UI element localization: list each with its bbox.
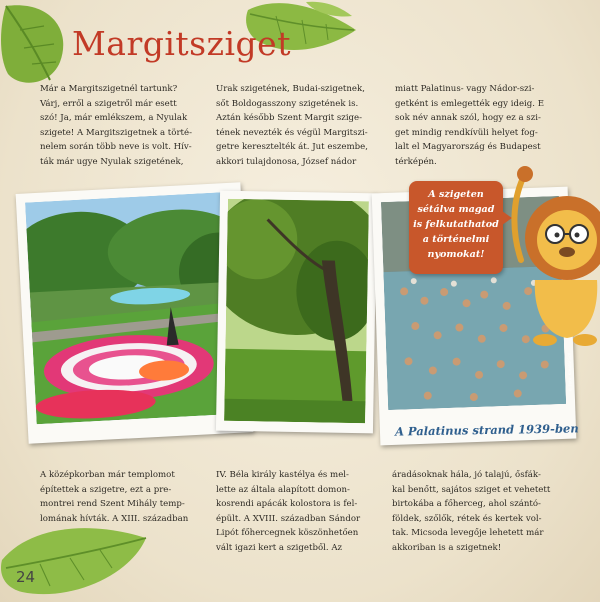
- text-line: Már a Margitszigetnél tartunk?: [40, 84, 178, 94]
- text-line: lette az általa alapított domon-: [216, 484, 350, 495]
- text-column-top-1: [40, 82, 202, 170]
- text-line: vált igazi kert a szigetből. Az: [216, 542, 343, 553]
- text-line: getként is emlegették egy ideig. E: [395, 98, 545, 109]
- text-line: Urak szigetének, Budai-szigetnek,: [216, 84, 365, 94]
- photo-tree: [216, 191, 377, 434]
- page-number: 24: [16, 568, 36, 586]
- text-line: épült. A XVIII. században Sándor: [216, 513, 361, 524]
- photo-park-flowers-image: [25, 192, 243, 425]
- text-line: kal benőtt, sajátos sziget et vehetett: [392, 484, 551, 495]
- text-line: kosrendi apácák kolostora is fel-: [216, 499, 358, 510]
- text-line: montrei rend Szent Mihály temp-: [40, 499, 185, 510]
- text-line: akkori tulajdonosa, József nádor: [216, 156, 357, 167]
- text-line: ták már ugye Nyulak szigetének,: [40, 156, 184, 167]
- text-line: áradásoknak hála, jó talajú, ősfák-: [392, 470, 541, 480]
- text-line: birtokába a főherceg, ahol szántó-: [392, 499, 541, 510]
- text-line: Aztán később Szent Margit szige-: [216, 113, 363, 124]
- text-line: getre keresztelték át. Jut eszembe,: [216, 142, 368, 153]
- photo-caption: A Palatinus strand 1939-ben: [394, 421, 579, 439]
- bubble-line: A szigeten: [428, 189, 484, 200]
- text-line: térképén.: [395, 156, 437, 167]
- text-line: A középkorban már templomot: [40, 470, 175, 480]
- leaf-illustration-bottom-left: [0, 520, 150, 602]
- text-column-top-2: [216, 82, 378, 170]
- speech-bubble: [409, 181, 503, 274]
- bubble-line: a történelmi: [422, 234, 490, 245]
- leaf-illustration-top-left: [0, 0, 80, 90]
- text-line: Lipót főhercegnek köszönhetően: [216, 528, 359, 539]
- text-line: sőt Boldogasszony szigetének is.: [216, 98, 359, 109]
- text-line: építettek a szigetre, ezt a pre-: [40, 484, 172, 495]
- park-flowers-drawing: [25, 192, 243, 425]
- text-line: földek, szőlők, rétek és kertek vol-: [392, 513, 542, 524]
- text-line: lomának hívták. A XIII. században: [40, 513, 189, 524]
- text-line: sok név annak szól, hogy ez a szi-: [395, 113, 541, 124]
- text-line: IV. Béla király kastélya és mel-: [216, 470, 349, 480]
- photo-tree-image: [224, 199, 369, 423]
- lion-mascot-icon: [505, 160, 600, 350]
- page-title: Margitsziget: [72, 24, 291, 63]
- text-line: akkoriban is a szigetnek!: [392, 542, 502, 553]
- text-line: szigete! A Margitszigetnek a törté-: [40, 127, 192, 138]
- text-line: tak. Micsoda levegője lehetett már: [392, 528, 544, 539]
- bubble-line: nyomokat!: [427, 249, 485, 260]
- tree-drawing: [224, 199, 369, 423]
- text-column-top-3: [395, 82, 555, 170]
- text-line: Várj, erről a szigetről már esett: [40, 98, 177, 109]
- text-line: miatt Palatinus- vagy Nádor-szi-: [395, 84, 535, 94]
- bubble-line: is felkutathatod: [413, 219, 499, 230]
- text-column-bottom-2: [216, 468, 380, 556]
- text-line: tének nevezték és végül Margitszi-: [216, 127, 368, 138]
- text-line: nelem során több neve is volt. Hív-: [40, 142, 192, 153]
- text-column-bottom-1: [40, 468, 204, 526]
- text-line: szó! Ja, már emlékszem, a Nyulak: [40, 113, 188, 124]
- bubble-line: sétálva magad: [417, 204, 495, 215]
- text-line: get mindig rendkívüli helyet fog-: [395, 127, 538, 138]
- text-line: lalt el Magyarország és Budapest: [395, 142, 541, 153]
- photo-credit: © Fotó: Kreatív Szó: [566, 352, 573, 392]
- text-column-bottom-3: [392, 468, 558, 556]
